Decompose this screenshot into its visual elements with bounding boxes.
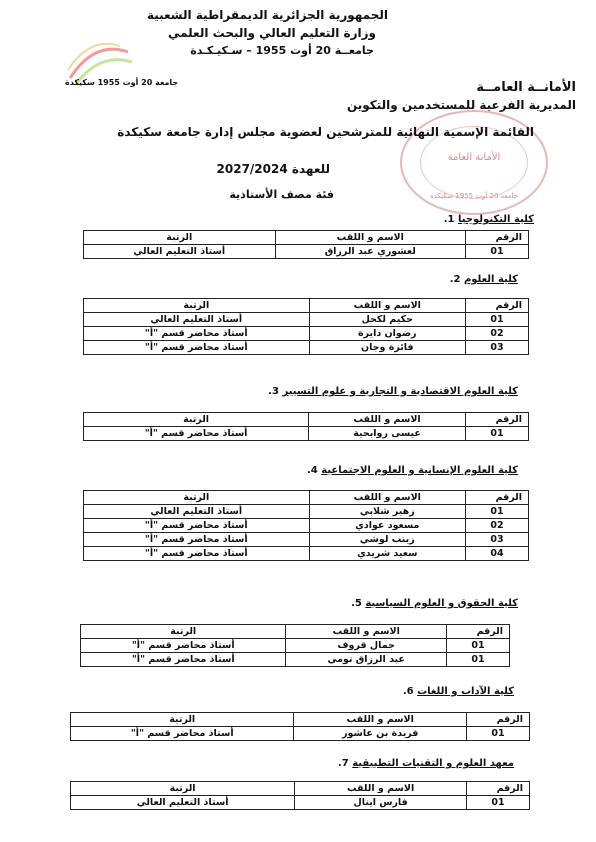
candidates-table: الرقم الاسم و اللقب الرتبة 01 حكيم لكحل أستاذ التعليم العالي 02 رضوان دايرة أستاذ محاضر قسم "أ" 03 فائزة وجان أستاذ محاضر قسم "أ" bbox=[83, 298, 529, 355]
section-title: كلية العلوم 2. bbox=[449, 274, 518, 285]
table-row: 01 فارس اينال أستاذ التعليم العالي bbox=[71, 796, 530, 810]
candidates-table: الرقم الاسم و اللقب الرتبة 01 فريدة بن عاشور أستاذ محاضر قسم "أ" bbox=[70, 712, 530, 741]
table-row: 04 سعيد شريدي أستاذ محاضر قسم "أ" bbox=[84, 547, 529, 561]
section-title: كلية العلوم الإنسانية و العلوم الاجتماعية 4. bbox=[306, 465, 518, 476]
col-number: الرقم bbox=[466, 231, 529, 245]
section-title: معهد العلوم و التقنيات التطبيقية 7. bbox=[337, 758, 514, 769]
candidates-table bbox=[83, 230, 529, 259]
republic-title: الجمهورية الجزائرية الديمقراطية الشعبية bbox=[146, 8, 388, 22]
table-row: 02 رضوان دايرة أستاذ محاضر قسم "أ" bbox=[84, 327, 529, 341]
category-title: فئة مصف الأستاذية bbox=[229, 188, 334, 201]
table-row: 01 زهير شلابي أستاذ التعليم العالي bbox=[84, 505, 529, 519]
stamp-ring-text: جامعة 20 أوت 1955 سكيكدة bbox=[430, 192, 518, 200]
stamp-center-text: الأمانة العامة bbox=[447, 152, 501, 163]
term-title: للعهدة 2027/2024 bbox=[216, 162, 330, 176]
table-row: 03 زينب لوشي أستاذ محاضر قسم "أ" bbox=[84, 533, 529, 547]
table-row: 02 مسعود عوادي أستاذ محاضر قسم "أ" bbox=[84, 519, 529, 533]
university-title: جامعــة 20 أوت 1955 – سـكيـكـدة bbox=[190, 44, 374, 57]
section-title: كلية الآداب و اللغات 6. bbox=[402, 686, 514, 697]
section-title: كلية العلوم الاقتصادية و التجارية و علوم التسيير 3. bbox=[268, 386, 518, 397]
table-row: 03 فائزة وجان أستاذ محاضر قسم "أ" bbox=[84, 341, 529, 355]
table-row: 01 عبد الرزاق تومي أستاذ محاضر قسم "أ" bbox=[81, 653, 510, 667]
logo-caption: جامعة 20 أوت 1955 سكيكدة bbox=[65, 78, 179, 87]
general-secretariat: الأمانــة العامــة bbox=[476, 80, 576, 95]
col-name: الاسم و اللقب bbox=[275, 231, 465, 245]
candidates-table: الرقم الاسم و اللقب الرتبة 01 عيسى روابحية أستاذ محاضر قسم "أ" bbox=[83, 412, 529, 441]
section-title: كلية الحقوق و العلوم السياسية 5. bbox=[351, 598, 518, 609]
university-logo bbox=[50, 40, 140, 98]
candidates-table: الرقم الاسم و اللقب الرتبة 01 زهير شلابي أستاذ التعليم العالي 02 مسعود عوادي أستاذ محاضر قسم "أ" 03 زينب لوشي أستاذ محاضر قسم "أ" 04 سعيد شريدي أستاذ محاضر قسم "أ" bbox=[83, 490, 529, 561]
section-title: كلية التكنولوجيا 1. bbox=[443, 214, 534, 225]
ministry-title: وزارة التعليم العالي والبحث العلمي bbox=[167, 26, 376, 40]
candidates-table: الرقم الاسم و اللقب الرتبة 01 جمال قروف أستاذ محاضر قسم "أ" 01 عبد الرزاق تومي أستاذ محاضر قسم "أ" bbox=[80, 624, 510, 667]
document-title: القائمة الإسمية النهائية للمترشحين لعضوية مجلس إدارة جامعة سكيكدة bbox=[117, 125, 534, 139]
table-row: 01 حكيم لكحل أستاذ التعليم العالي bbox=[84, 313, 529, 327]
table-row: 01 لعشوري عبد الرزاق أستاذ التعليم العالي bbox=[84, 245, 529, 259]
table-row: 01 عيسى روابحية أستاذ محاضر قسم "أ" bbox=[84, 427, 529, 441]
candidates-table: الرقم الاسم و اللقب الرتبة 01 فارس اينال أستاذ التعليم العالي bbox=[70, 781, 530, 810]
table-row: 01 جمال قروف أستاذ محاضر قسم "أ" bbox=[81, 639, 510, 653]
sub-directorate: المديرية الفرعية للمستخدمين والتكوين bbox=[346, 98, 576, 112]
table-row: 01 فريدة بن عاشور أستاذ محاضر قسم "أ" bbox=[71, 727, 530, 741]
col-rank: الرتبة bbox=[84, 231, 276, 245]
